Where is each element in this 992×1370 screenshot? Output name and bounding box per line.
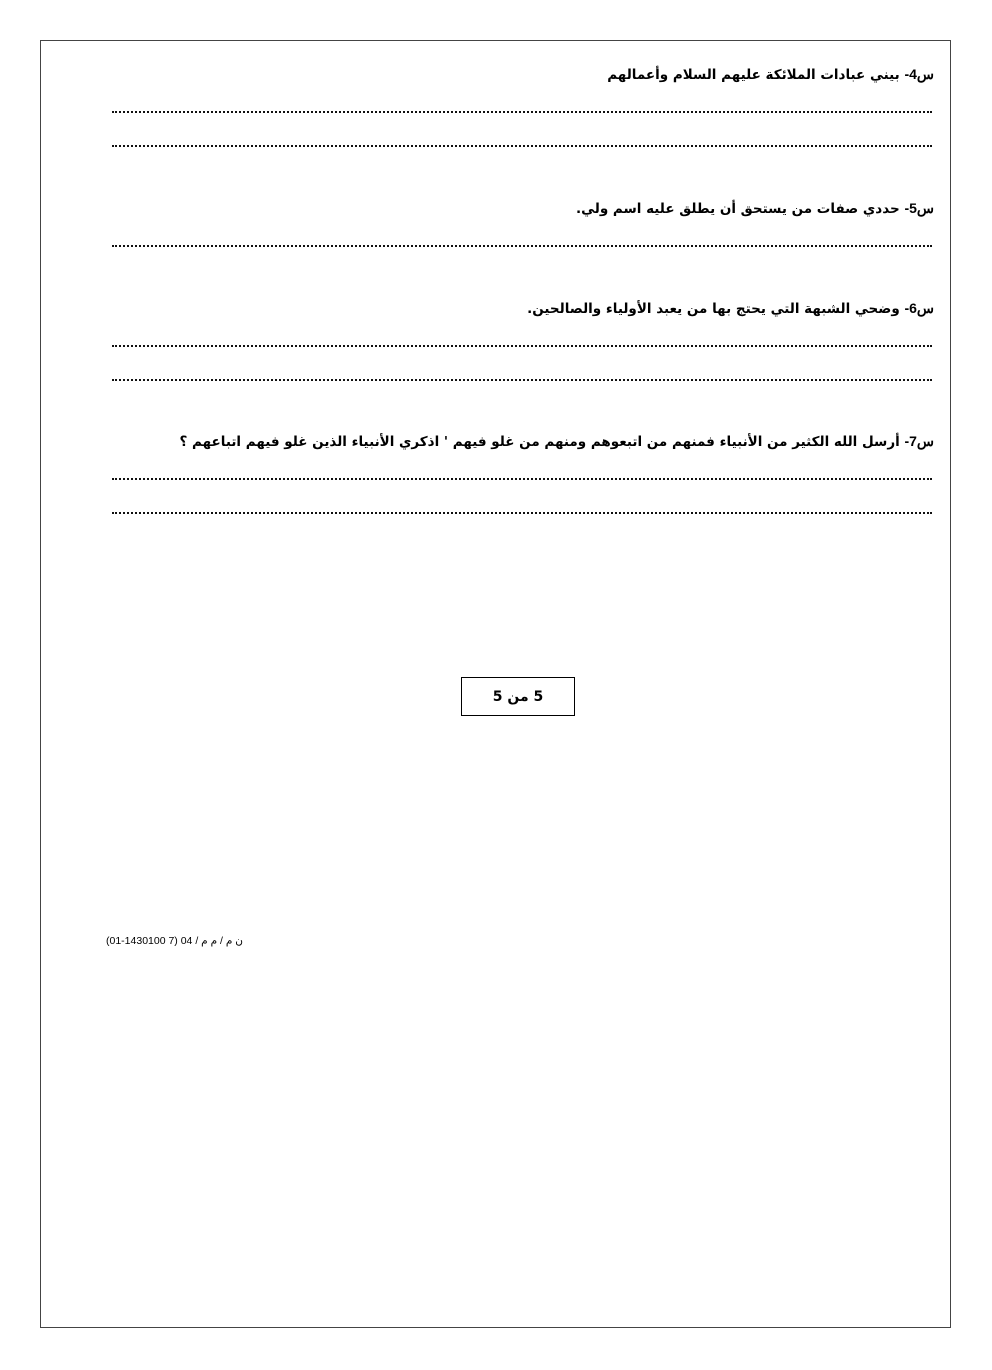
question-4 [607, 66, 934, 83]
question-4-text: بيني عبادات الملائكة عليهم السلام وأعمالهم [607, 67, 900, 83]
answer-line[interactable] [112, 512, 932, 514]
question-5-number: س5- [904, 200, 934, 216]
question-5-text: حددي صفات من يستحق أن يطلق عليه اسم ولي. [575, 201, 900, 217]
page-number: 5 من 5 [492, 688, 544, 705]
question-7-number: س7- [904, 433, 934, 449]
question-6-number: س6- [904, 300, 934, 316]
answer-line[interactable] [112, 345, 932, 347]
question-6 [527, 300, 934, 317]
answer-line[interactable] [112, 145, 932, 147]
answer-line[interactable] [112, 379, 932, 381]
question-5 [576, 200, 934, 217]
page-number-box [461, 677, 575, 716]
answer-line[interactable] [112, 245, 932, 247]
question-7-text: أرسل الله الكثير من الأنبياء فمنهم من اتبعوهم ومنهم من غلو فيهم ' اذكري الأنبياء الذين غلو فيهم اتباعهم ؟ [179, 434, 900, 450]
question-6-text: وضحي الشبهة التي يحتج بها من يعبد الأولياء والصالحين. [527, 301, 900, 317]
question-7 [180, 433, 935, 450]
document-code: (01-1430100 7) 04 / ن م / م م [106, 935, 243, 947]
question-4-number: س4- [904, 66, 934, 82]
answer-line[interactable] [112, 111, 932, 113]
answer-line[interactable] [112, 478, 932, 480]
